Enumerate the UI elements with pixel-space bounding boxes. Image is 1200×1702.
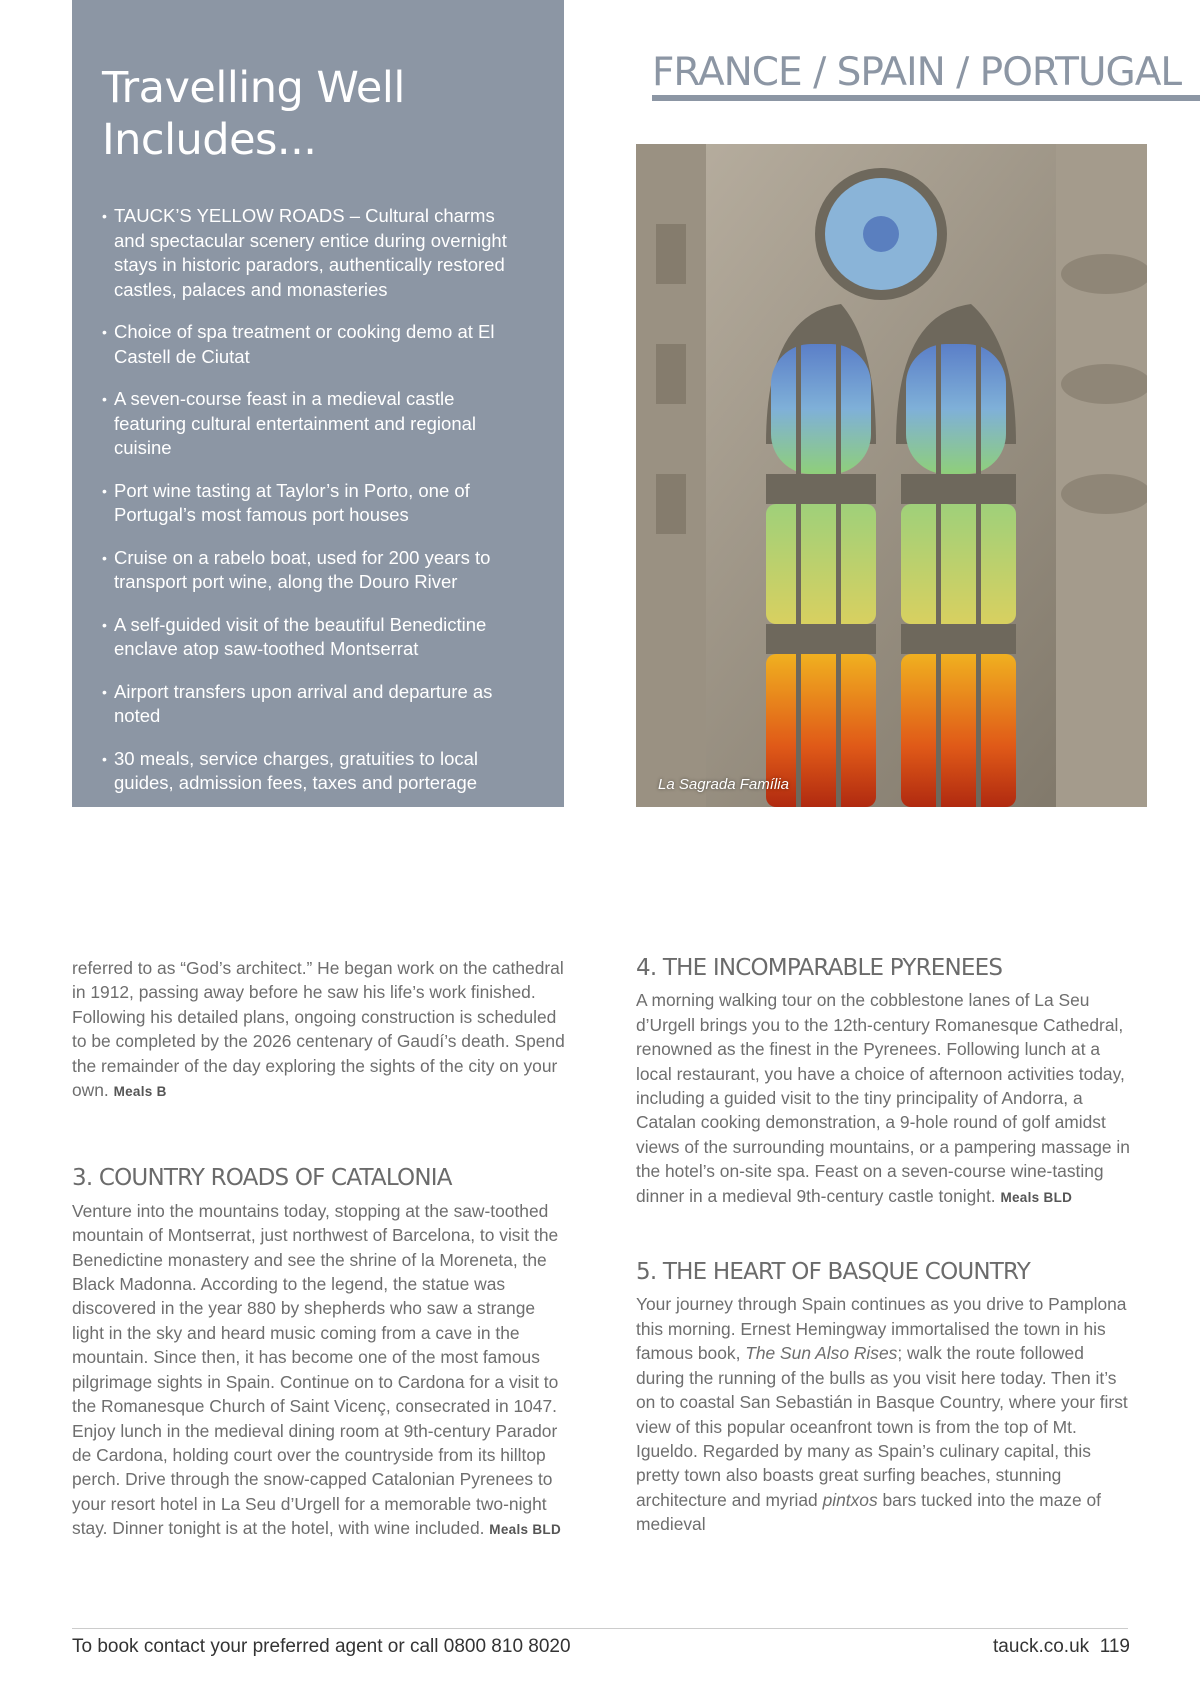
list-item: • 30 meals, service charges, gratuities to local guides, admission fees, taxes and porterage: [102, 747, 528, 796]
list-item: • A self-guided visit of the beautiful Benedictine enclave atop saw-toothed Montserrat: [102, 613, 528, 662]
panel-title-line1: Travelling Well: [102, 63, 405, 113]
pintxos-term: pintxos: [822, 1489, 878, 1510]
panel-title-line2: Includes...: [102, 115, 317, 165]
day5-text: ; walk the route followed during the running of the bulls as you visit here today. Then it’s on to coastal San Sebastián in Basque Country, where your first view of this popular oceanfront town is from the top of Mt. Igueldo. Regarded by many as Spain’s culinary capital, this pretty town also boasts great surfing beaches, stunning architecture and myriad: [636, 1343, 1128, 1510]
photo-caption: La Sagrada Família: [658, 776, 789, 793]
list-item: • Airport transfers upon arrival and departure as noted: [102, 680, 528, 729]
list-item: • Port wine tasting at Taylor’s in Porto, one of Portugal’s most famous port houses: [102, 479, 528, 528]
meals-label: Meals BLD: [489, 1522, 562, 1538]
region-title-underline: [652, 95, 1200, 101]
day5-paragraph: [636, 1292, 1131, 1536]
intro-paragraph: [72, 956, 567, 1104]
panel-title: [102, 62, 528, 166]
list-item: • Choice of spa treatment or cooking demo at El Castell de Ciutat: [102, 320, 528, 369]
day4-paragraph: [636, 988, 1131, 1210]
footer-site-page: [993, 1636, 1130, 1658]
intro-text: referred to as “God’s architect.” He began work on the cathedral in 1912, passing away before he saw his life’s work finished. Following his detailed plans, ongoing construction is scheduled to be completed by the 2026 centenary of Gaudí’s death. Spend the remainder of the day exploring the sights of the city on your own.: [72, 958, 565, 1101]
sagrada-familia-photo: [636, 144, 1147, 807]
list-item: • A seven-course feast in a medieval castle featuring cultural entertainment and regional cuisine: [102, 387, 528, 461]
footer-booking-text: To book contact your preferred agent or call 0800 810 8020: [72, 1636, 571, 1657]
list-item: • Cruise on a rabelo boat, used for 200 years to transport port wine, along the Douro River: [102, 546, 528, 595]
travelling-well-panel: [72, 0, 564, 807]
day4-text: A morning walking tour on the cobblestone lanes of La Seu d’Urgell brings you to the 12th-century Romanesque Cathedral, renowned as the finest in the Pyrenees. Following lunch at a local restaurant, you have a choice of afternoon activities today, including a guided visit to the tiny principality of Andorra, a Catalan cooking demonstration, a 9-hole round of golf amidst views of the surrounding mountains, or a pampering massage in the hotel’s on-site spa. Feast on a seven-course wine-tasting dinner in a medieval 9th-century castle tonight.: [636, 990, 1130, 1206]
day4-heading: 4. THE INCOMPARABLE PYRENEES: [636, 955, 1003, 981]
region-title: FRANCE / SPAIN / PORTUGAL: [652, 50, 1182, 95]
day3-paragraph: [72, 1199, 567, 1543]
day3-heading: 3. COUNTRY ROADS OF CATALONIA: [72, 1165, 452, 1192]
meals-label: Meals BLD: [1000, 1189, 1073, 1205]
footer-divider: [72, 1628, 1128, 1629]
meals-label: Meals B: [113, 1084, 167, 1100]
page-number: 119: [1099, 1636, 1130, 1657]
day3-text: Venture into the mountains today, stopping at the saw-toothed mountain of Montserrat, just northwest of Barcelona, to visit the Benedictine monastery and see the shrine of la Moreneta, the Black Madonna. According to the legend, the statue was discovered in the year 880 by shepherds who saw a strange light in the sky and heard music coming from a cave in the mountain. Since then, it has become one of the most famous pilgrimage sights in Spain. Continue on to Cardona for a visit to the Romanesque Church of Saint Vicenç, consecrated in 1047. Enjoy lunch in the medieval dining room at 9th-century Parador de Cardona, holding court over the countryside from its hilltop perch. Drive through the snow-capped Catalonian Pyrenees to your resort hotel in La Seu d’Urgell for a memorable two-night stay. Dinner tonight is at the hotel, with wine included.: [72, 1200, 559, 1539]
inclusions-list: [102, 204, 528, 796]
day5-heading: 5. THE HEART OF BASQUE COUNTRY: [636, 1259, 1031, 1286]
right-text-column: [636, 956, 1131, 1537]
day5-text: bars tucked into the maze of medieval: [636, 1489, 1101, 1535]
footer-site-link[interactable]: tauck.co.uk: [993, 1636, 1090, 1657]
list-item: • TAUCK’S YELLOW ROADS – Cultural charms and spectacular scenery entice during overnight stays in historic paradors, authentically restored castles, palaces and monasteries: [102, 204, 528, 302]
stained-glass-illustration: [636, 144, 1147, 807]
book-title: The Sun Also Rises: [745, 1343, 898, 1364]
day5-text: Your journey through Spain continues as you drive to Pamplona this morning. Ernest Hemingway immortalised the town in his famous book,: [636, 1294, 1127, 1364]
left-text-column: [72, 956, 567, 1543]
